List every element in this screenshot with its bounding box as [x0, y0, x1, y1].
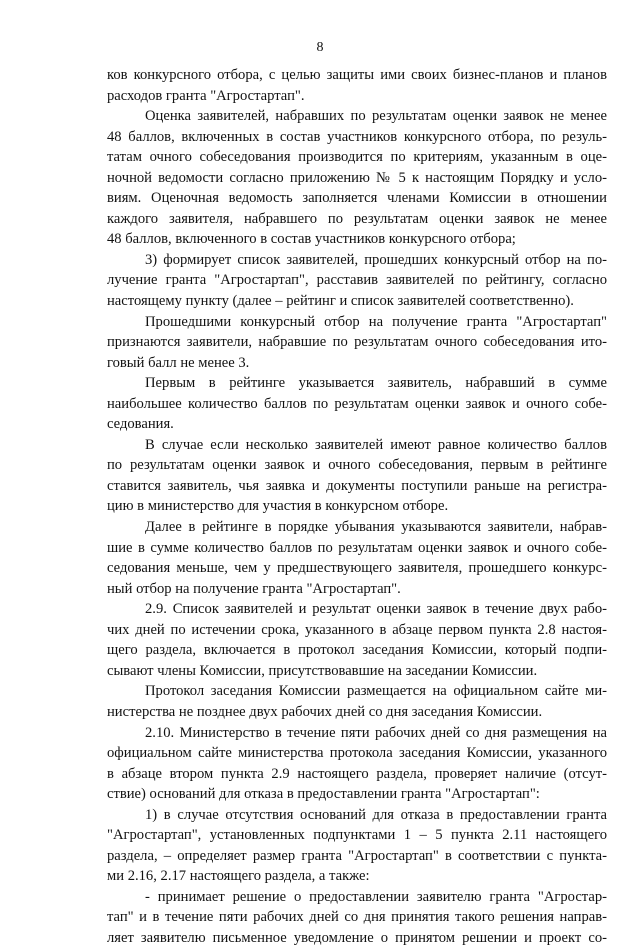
- text-line: раздела, – определяет размер гранта "Агростартап" в соответствии с пункта-: [107, 847, 607, 864]
- text-line: по результатам оценки заявок и очного собеседования, первым в рейтинге: [107, 457, 607, 474]
- text-line: 2.10. Министерство в течение пяти рабочих дней со дня размещения на: [145, 724, 607, 741]
- text-line: ставится заявитель, чья заявка и документы поступили раньше на регистра-: [107, 477, 607, 494]
- text-line: в абзаце втором пункта 2.9 настоящего раздела, проверяет наличие (отсут-: [107, 765, 607, 782]
- text-line: В случае если несколько заявителей имеют равное количество баллов: [145, 436, 607, 453]
- text-line: настоящему пункту (далее – рейтинг и список заявителей соответственно).: [107, 293, 574, 310]
- text-line: седования.: [107, 416, 174, 433]
- text-line: нистерства не позднее двух рабочих дней со дня заседания Комиссии.: [107, 703, 543, 720]
- text-line: лучение гранта "Агростартап", расставив заявителей по рейтингу, согласно: [107, 272, 607, 289]
- text-line: татам очного собеседования производится по критериям, указанным в оце-: [107, 149, 607, 166]
- text-line: Далее в рейтинге в порядке убывания указываются заявители, набрав-: [145, 519, 607, 536]
- text-line: ков конкурсного отбора, с целью защиты ими своих бизнес-планов и планов: [107, 67, 607, 83]
- text-line: Оценка заявителей, набравших по результатам оценки заявок не менее: [145, 108, 607, 125]
- text-line: Прошедшими конкурсный отбор на получение гранта "Агростартап": [145, 313, 607, 330]
- text-line: сывают члены Комиссии, присутствовавшие на заседании Комиссии.: [107, 662, 538, 679]
- text-line: шие в сумме количество баллов по результатам оценки заявок и очного собе-: [107, 539, 607, 556]
- text-line: чих дней по истечении срока, указанного в абзаце первом пункта 2.8 настоя-: [107, 621, 607, 638]
- text-line: виям. Оценочная ведомость заполняется членами Комиссии в отношении: [107, 190, 607, 207]
- page-number: 8: [316, 40, 324, 55]
- text-line: ляет заявителю письменное уведомление о принятом решении и проект со-: [107, 929, 607, 946]
- text-line: каждого заявителя, набравшего по результатам оценки заявок не менее: [107, 210, 607, 227]
- text-line: признаются заявители, набравшие по результатам очного собеседования ито-: [107, 334, 607, 351]
- text-line: говый балл не менее 3.: [107, 354, 250, 371]
- text-line: 1) в случае отсутствия оснований для отказа в предоставлении гранта: [145, 806, 607, 823]
- text-line: 48 баллов, включенных в состав участников конкурсного отбора, по резуль-: [107, 128, 607, 145]
- text-line: Первым в рейтинге указывается заявитель, набравший в сумме: [145, 375, 607, 392]
- text-line: 48 баллов, включенного в состав участников конкурсного отбора;: [107, 231, 516, 248]
- text-line: 3) формирует список заявителей, прошедших конкурсный отбор на по-: [145, 251, 607, 268]
- text-line: - принимает решение о предоставлении заявителю гранта "Агростар-: [145, 888, 607, 905]
- text-line: Протокол заседания Комиссии размещается на официальном сайте ми-: [145, 683, 607, 700]
- text-line: расходов гранта "Агростартап".: [107, 87, 305, 104]
- text-line: "Агростартап", установленных подпунктами 1 – 5 пункта 2.11 настоящего: [107, 827, 607, 844]
- text-line: 2.9. Список заявителей и результат оценки заявок в течение двух рабо-: [145, 601, 607, 618]
- text-line: ми 2.16, 2.17 настоящего раздела, а также:: [107, 868, 370, 885]
- text-line: ный отбор на получение гранта "Агростартап".: [107, 580, 401, 597]
- text-line: щего раздела, включается в протокол заседания Комиссии, который подпи-: [107, 642, 607, 659]
- document-body: [107, 65, 607, 949]
- text-line: седования меньше, чем у предшествующего заявителя, прошедшего конкурс-: [107, 560, 607, 577]
- text-line: цию в министерство для участия в конкурсном отборе.: [107, 498, 449, 515]
- text-line: тап" и в течение пяти рабочих дней со дня принятия такого решения направ-: [107, 909, 607, 926]
- text-line: ствие) оснований для отказа в предоставлении гранта "Агростартап":: [107, 786, 540, 803]
- text-line: ночной ведомости согласно приложению № 5 к настоящим Порядку и усло-: [107, 169, 607, 186]
- text-line: официальном сайте министерства протокола заседания Комиссии, указанного: [107, 745, 607, 762]
- text-line: наибольшее количество баллов по результатам оценки заявок и очного собе-: [107, 395, 607, 412]
